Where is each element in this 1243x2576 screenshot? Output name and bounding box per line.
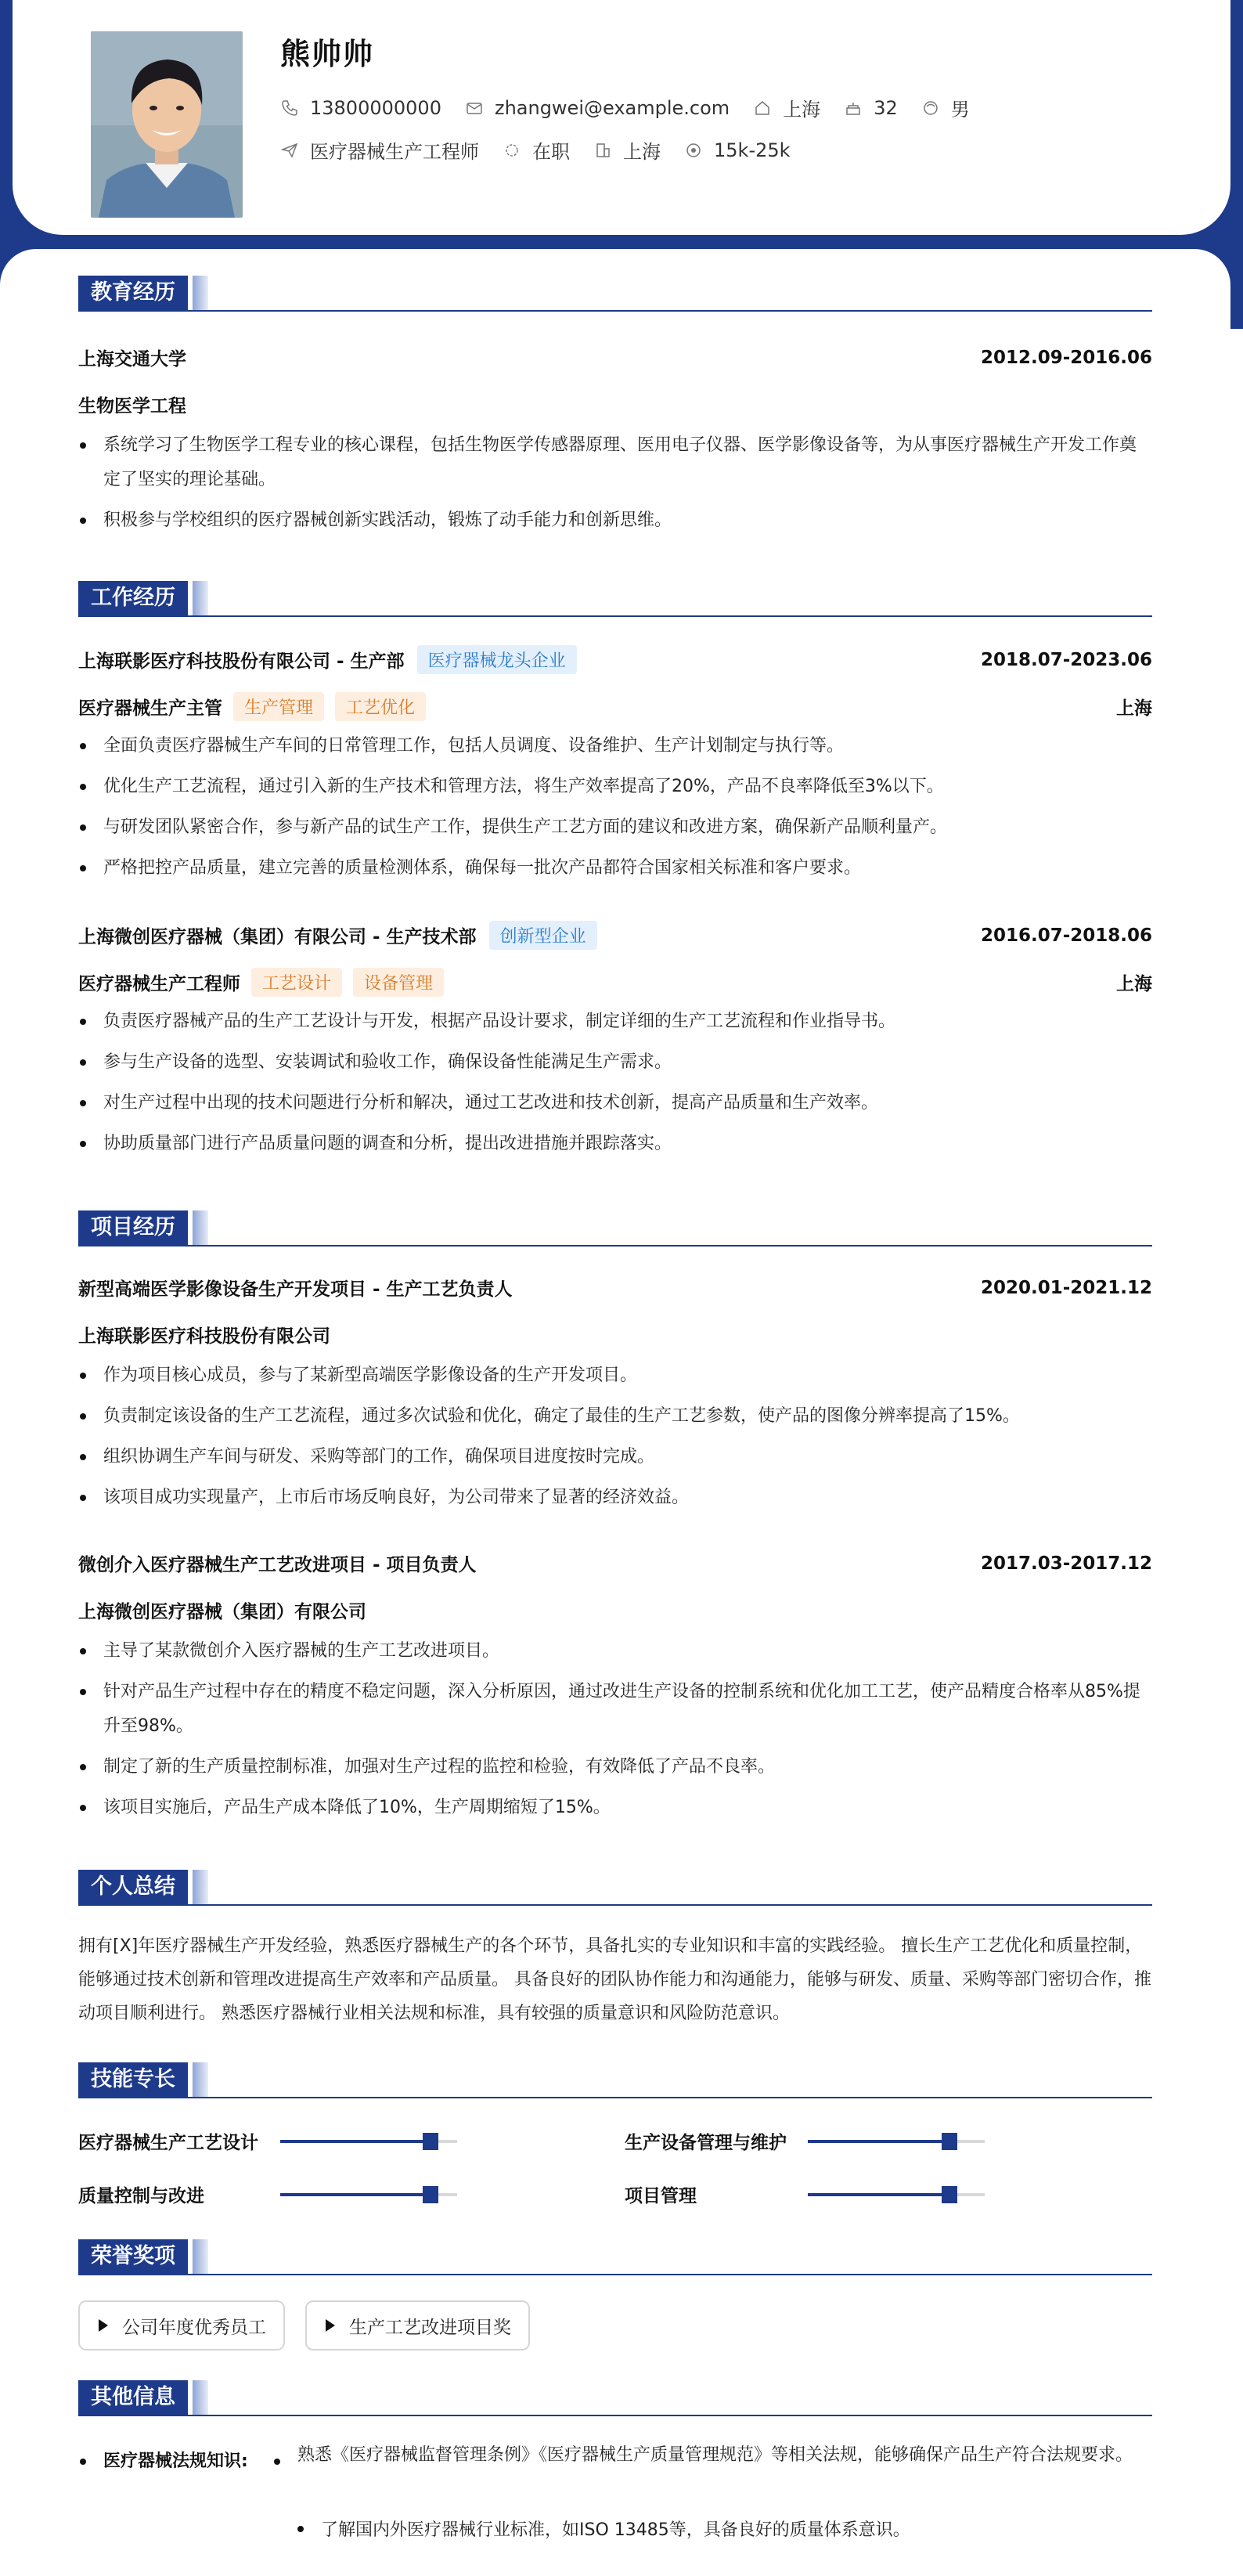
role-name: 医疗器械生产主管 [78,698,222,719]
candidate-name: 熊帅帅 [280,37,375,71]
skill-bar [808,2193,985,2196]
project-date: 2020.01-2021.12 [980,1277,1152,1298]
work-location: 上海 [1116,698,1152,719]
project-bullets [78,1634,1152,1831]
list-item: 对生产过程中出现的技术问题进行分析和解决，通过工艺改进和技术创新，提高产品质量和生产效率。 [78,1086,1152,1120]
work-date: 2018.07-2023.06 [980,649,1152,670]
skill-fill [808,2140,949,2143]
triangle-icon [324,2318,337,2332]
skill-name: 质量控制与改进 [78,2186,204,2206]
work-bullets [78,1005,1152,1167]
skill-knob [423,2186,438,2203]
skill-tag: 工艺设计 [251,968,342,997]
list-item: 负责医疗器械产品的生产工艺设计与开发，根据产品设计要求，制定详细的生产工艺流程和作业指导书。 [78,1005,1152,1039]
skill-knob [942,2133,957,2150]
phone-text: 13800000000 [310,96,441,119]
skill-bar [280,2140,457,2143]
contact-row [280,94,993,121]
skill-item [625,2128,985,2154]
phone-icon [280,99,299,117]
list-item: 作为项目核心成员，参与了某新型高端医学影像设备的生产开发项目。 [78,1358,1152,1393]
skill-item [78,2181,457,2207]
list-item: 系统学习了生物医学工程专业的核心课程，包括生物医学传感器原理、医用电子仪器、医学影像设备等，为从事医疗器械生产开发工作奠定了坚实的理论基础。 [78,428,1152,497]
summary-text: 拥有[X]年医疗器械生产开发经验，熟悉医疗器械生产的各个环节，具备扎实的专业知识和丰富的实践经验。 擅长生产工艺优化和质量控制，能够通过技术创新和管理改进提高生产效率和产品质量。 具备良好的团队协作能力和沟通能力，能够与研发、质量、采购等部门密切合作，推动项目顺利进行。 熟悉医疗器械行业相关法规和标准，具有较强的质量意识和风险防范意识。 [78,1936,1151,2023]
role-name: 医疗器械生产工程师 [78,974,240,994]
salary-item [684,139,791,161]
work-location: 上海 [1116,974,1152,994]
skill-fill [280,2140,431,2143]
send-icon [280,141,299,160]
award-label: 生产工艺改进项目奖 [349,2317,511,2338]
list-item: 该项目成功实现量产，上市后市场反响良好，为公司带来了显著的经济效益。 [78,1481,1152,1515]
skill-fill [808,2193,949,2196]
skill-name: 医疗器械生产工艺设计 [78,2133,258,2153]
other-item: 熟悉《医疗器械监督管理条例》《医疗器械生产质量管理规范》等相关法规，能够确保产品生产符合法规要求。 [297,2445,1133,2465]
skill-tag: 设备管理 [353,968,444,997]
list-item: 协助质量部门进行产品质量问题的调查和分析，提出改进措施并跟踪落实。 [78,1127,1152,1161]
section-education [78,276,1152,312]
list-item: 该项目实施后，产品生产成本降低了10%，生产周期缩短了15%。 [78,1791,1152,1825]
list-item: 制定了新的生产质量控制标准，加强对生产过程的监控和检验，有效降低了产品不良率。 [78,1750,1152,1784]
skill-bar [280,2193,457,2196]
skill-bar [808,2140,985,2143]
skill-item [625,2181,985,2207]
work-bullets [78,729,1152,892]
project-title: 微创介入医疗器械生产工艺改进项目 - 项目负责人 [78,1555,477,1575]
email-icon [465,99,484,117]
status-item [503,136,570,164]
list-item: 全面负责医疗器械生产车间的日常管理工作，包括人员调度、设备维护、生产计划制定与执行等。 [78,729,1152,763]
school-name: 上海交通大学 [78,349,186,370]
major-name: 生物医学工程 [78,396,186,417]
project-org: 上海微创医疗器械（集团）有限公司 [78,1602,366,1622]
other-item: 了解国内外医疗器械行业标准，如ISO 13485等，具备良好的质量体系意识。 [321,2520,910,2540]
list-item: 积极参与学校组织的医疗器械创新实践活动，锻炼了动手能力和创新思维。 [78,503,1152,538]
company-tag: 创新型企业 [489,921,597,950]
email-item [465,97,730,119]
skill-fill [280,2193,431,2196]
home-icon [753,99,772,117]
building-icon [593,141,612,160]
position-item [280,136,479,164]
bullet-dot [80,2459,86,2465]
position-text: 医疗器械生产工程师 [310,141,479,163]
project-title-row [78,1550,1152,1576]
list-item: 与研发团队紧密合作，参与新产品的试生产工作，提供生产工艺方面的建议和改进方案，确保新产品顺利量产。 [78,810,1152,845]
gender-icon [921,99,940,117]
company-tag: 医疗器械龙头企业 [417,645,577,674]
section-title: 工作经历 [78,581,188,615]
section-title: 教育经历 [78,276,188,310]
email-text: zhangwei@example.com [494,96,730,119]
project-org: 上海联影医疗科技股份有限公司 [78,1326,330,1347]
section-title: 其他信息 [78,2380,188,2415]
age-text: 32 [874,96,898,119]
other-label: 医疗器械法规知识: [103,2452,248,2471]
cake-icon [844,99,863,117]
salary-icon [684,141,703,160]
skill-tag: 生产管理 [233,692,324,721]
city-text: 上海 [783,99,821,121]
section-work [78,581,1152,617]
section-skills [78,2062,1152,2098]
skill-name: 项目管理 [625,2186,697,2206]
section-projects [78,1210,1152,1247]
target-city-text: 上海 [623,141,661,163]
status-text: 在职 [532,141,570,163]
project-org-row [78,1597,1152,1623]
status-icon [503,141,521,160]
list-item: 主导了某款微创介入医疗器械的生产工艺改进项目。 [78,1634,1152,1669]
project-org-row [78,1322,1152,1348]
section-title: 技能专长 [78,2062,188,2097]
education-row [78,345,1152,370]
gender-item [921,94,970,121]
project-title-row [78,1275,1152,1301]
education-bullets [78,428,1152,544]
phone-item [280,97,441,119]
list-item: 严格把控产品质量，建立完善的质量检测体系，确保每一批次产品都符合国家相关标准和客户要求。 [78,851,1152,886]
gender-text: 男 [950,99,970,121]
award-item [305,2300,530,2351]
award-label: 公司年度优秀员工 [122,2317,266,2338]
skill-knob [942,2186,957,2203]
resume-body [0,249,1230,2576]
work-role-row [78,968,1152,997]
section-summary [78,1870,1152,1906]
target-city-item [593,136,661,164]
list-item: 负责制定该设备的生产工艺流程，通过多次试验和优化，确定了最佳的生产工艺参数，使产品的图像分辨率提高了15%。 [78,1399,1152,1434]
list-item: 优化生产工艺流程，通过引入新的生产技术和管理方法，将生产效率提高了20%，产品不良率降低至3%以下。 [78,770,1152,804]
work-role-row [78,692,1152,721]
avatar [91,31,243,218]
project-title: 新型高端医学影像设备生产开发项目 - 生产工艺负责人 [78,1279,513,1300]
award-item [78,2300,285,2351]
list-item: 参与生产设备的选型、安装调试和验收工作，确保设备性能满足生产需求。 [78,1045,1152,1080]
section-title: 荣誉奖项 [78,2239,188,2274]
company-name: 上海微创医疗器械（集团）有限公司 - 生产技术部 [78,927,477,947]
major-row [78,391,1152,417]
skill-name: 生产设备管理与维护 [625,2133,787,2153]
work-company-row [78,921,1152,950]
project-date: 2017.03-2017.12 [980,1553,1152,1574]
job-intent-row [280,136,814,164]
skill-item [78,2128,457,2154]
education-date: 2012.09-2016.06 [980,347,1152,368]
project-bullets [78,1358,1152,1521]
section-awards [78,2239,1152,2275]
city-item [753,94,820,121]
work-company-row [78,645,1152,674]
skill-knob [423,2133,438,2150]
company-name: 上海联影医疗科技股份有限公司 - 生产部 [78,651,405,672]
list-item: 组织协调生产车间与研发、采购等部门的工作，确保项目进度按时完成。 [78,1440,1152,1474]
skill-tag: 工艺优化 [335,692,426,721]
section-title: 项目经历 [78,1210,188,1245]
work-date: 2016.07-2018.06 [980,925,1152,946]
salary-text: 15k-25k [714,139,791,161]
triangle-icon [97,2318,110,2332]
age-item [844,97,898,119]
section-title: 个人总结 [78,1870,188,1904]
section-other [78,2380,1152,2416]
list-item: 针对产品生产过程中存在的精度不稳定问题，深入分析原因，通过改进生产设备的控制系统和优化加工工艺，使产品精度合格率从85%提升至98%。 [78,1675,1152,1744]
